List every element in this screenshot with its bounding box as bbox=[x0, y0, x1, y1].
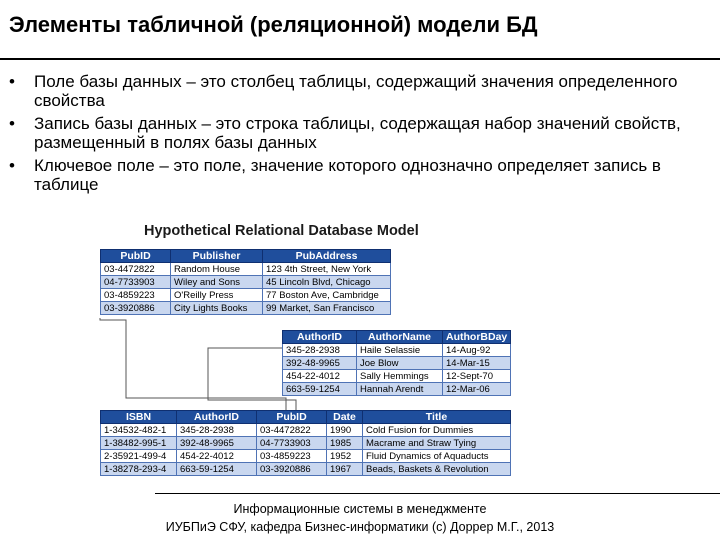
column-header: AuthorID bbox=[177, 411, 257, 424]
slide-footer bbox=[100, 500, 620, 536]
slide-title: Элементы табличной (реляционной) модели БД bbox=[9, 12, 538, 37]
table-cell: 03-4472822 bbox=[101, 263, 171, 276]
table-cell: 1967 bbox=[327, 463, 363, 476]
table-cell: 04-7733903 bbox=[101, 276, 171, 289]
column-header: PubID bbox=[101, 250, 171, 263]
bullet-dot-icon: • bbox=[9, 72, 15, 91]
column-header: AuthorBDay bbox=[443, 331, 511, 344]
table-cell: Fluid Dynamics of Aquaducts bbox=[363, 450, 511, 463]
table-header-row bbox=[283, 331, 511, 344]
bullet-dot-icon: • bbox=[9, 156, 15, 175]
table-cell: 392-48-9965 bbox=[177, 437, 257, 450]
table-cell: 1-38482-995-1 bbox=[101, 437, 177, 450]
column-header: Date bbox=[327, 411, 363, 424]
diagram-title: Hypothetical Relational Database Model bbox=[144, 223, 419, 239]
bullet-dot-icon: • bbox=[9, 114, 15, 133]
table-cell: 345-28-2938 bbox=[177, 424, 257, 437]
table-row bbox=[101, 437, 511, 450]
column-header: PubAddress bbox=[263, 250, 391, 263]
title-divider bbox=[0, 58, 720, 60]
table-cell: 99 Market, San Francisco bbox=[263, 302, 391, 315]
table-cell: 1985 bbox=[327, 437, 363, 450]
bullet-item bbox=[6, 72, 718, 110]
table-cell: Wiley and Sons bbox=[171, 276, 263, 289]
table-row bbox=[101, 289, 391, 302]
footer-divider bbox=[155, 493, 720, 494]
footer-credits: ИУБПиЭ СФУ, кафедра Бизнес-информатики (c) Доррер М.Г., 2013 bbox=[165, 520, 555, 534]
table-row bbox=[283, 344, 511, 357]
table-cell: 03-3920886 bbox=[257, 463, 327, 476]
table-cell: 663-59-1254 bbox=[177, 463, 257, 476]
authors-table bbox=[282, 330, 511, 396]
bullet-text: Поле базы данных – это столбец таблицы, содержащий значения определенного свойства bbox=[34, 72, 678, 110]
publishers-table bbox=[100, 249, 391, 315]
table-header-row bbox=[101, 250, 391, 263]
column-header: Publisher bbox=[171, 250, 263, 263]
table-cell: 12-Sept-70 bbox=[443, 370, 511, 383]
table-cell: 1990 bbox=[327, 424, 363, 437]
bullet-text: Запись базы данных – это строка таблицы, содержащая набор значений свойств, размещенный в полях базы данных bbox=[34, 114, 681, 152]
table-cell: 345-28-2938 bbox=[283, 344, 357, 357]
table-cell: 03-4859223 bbox=[257, 450, 327, 463]
table-cell: Joe Blow bbox=[357, 357, 443, 370]
table-cell: Haile Selassie bbox=[357, 344, 443, 357]
table-cell: City Lights Books bbox=[171, 302, 263, 315]
bullet-item bbox=[6, 156, 718, 194]
table-cell: 454-22-4012 bbox=[283, 370, 357, 383]
column-header: AuthorID bbox=[283, 331, 357, 344]
table-cell: 1952 bbox=[327, 450, 363, 463]
table-cell: Hannah Arendt bbox=[357, 383, 443, 396]
table-row bbox=[101, 463, 511, 476]
table-cell: Macrame and Straw Tying bbox=[363, 437, 511, 450]
table-row bbox=[101, 302, 391, 315]
table-cell: 1-38278-293-4 bbox=[101, 463, 177, 476]
table-cell: 663-59-1254 bbox=[283, 383, 357, 396]
table-cell: O'Reilly Press bbox=[171, 289, 263, 302]
table-row bbox=[283, 370, 511, 383]
bullet-item bbox=[6, 114, 718, 152]
table-cell: 04-7733903 bbox=[257, 437, 327, 450]
table-cell: 12-Mar-06 bbox=[443, 383, 511, 396]
table-cell: 03-4859223 bbox=[101, 289, 171, 302]
table-cell: 1-34532-482-1 bbox=[101, 424, 177, 437]
table-header-row bbox=[101, 411, 511, 424]
table-row bbox=[283, 383, 511, 396]
table-row bbox=[101, 450, 511, 463]
table-cell: 123 4th Street, New York bbox=[263, 263, 391, 276]
table-cell: 03-3920886 bbox=[101, 302, 171, 315]
footer-course: Информационные системы в менеджменте bbox=[233, 502, 487, 516]
table-cell: 454-22-4012 bbox=[177, 450, 257, 463]
table-cell: 14-Aug-92 bbox=[443, 344, 511, 357]
table-cell: 77 Boston Ave, Cambridge bbox=[263, 289, 391, 302]
table-row bbox=[101, 263, 391, 276]
table-cell: Beads, Baskets & Revolution bbox=[363, 463, 511, 476]
table-cell: Sally Hemmings bbox=[357, 370, 443, 383]
table-cell: 2-35921-499-4 bbox=[101, 450, 177, 463]
table-row bbox=[283, 357, 511, 370]
table-cell: 03-4472822 bbox=[257, 424, 327, 437]
table-cell: Cold Fusion for Dummies bbox=[363, 424, 511, 437]
table-cell: 14-Mar-15 bbox=[443, 357, 511, 370]
table-row bbox=[101, 276, 391, 289]
column-header: AuthorName bbox=[357, 331, 443, 344]
column-header: Title bbox=[363, 411, 511, 424]
table-cell: Random House bbox=[171, 263, 263, 276]
table-cell: 392-48-9965 bbox=[283, 357, 357, 370]
table-row bbox=[101, 424, 511, 437]
table-cell: 45 Lincoln Blvd, Chicago bbox=[263, 276, 391, 289]
bullet-list bbox=[6, 72, 718, 198]
books-table bbox=[100, 410, 511, 476]
relational-model-diagram bbox=[96, 222, 522, 490]
bullet-text: Ключевое поле – это поле, значение которого однозначно определяет запись в таблице bbox=[34, 156, 661, 194]
column-header: ISBN bbox=[101, 411, 177, 424]
column-header: PubID bbox=[257, 411, 327, 424]
